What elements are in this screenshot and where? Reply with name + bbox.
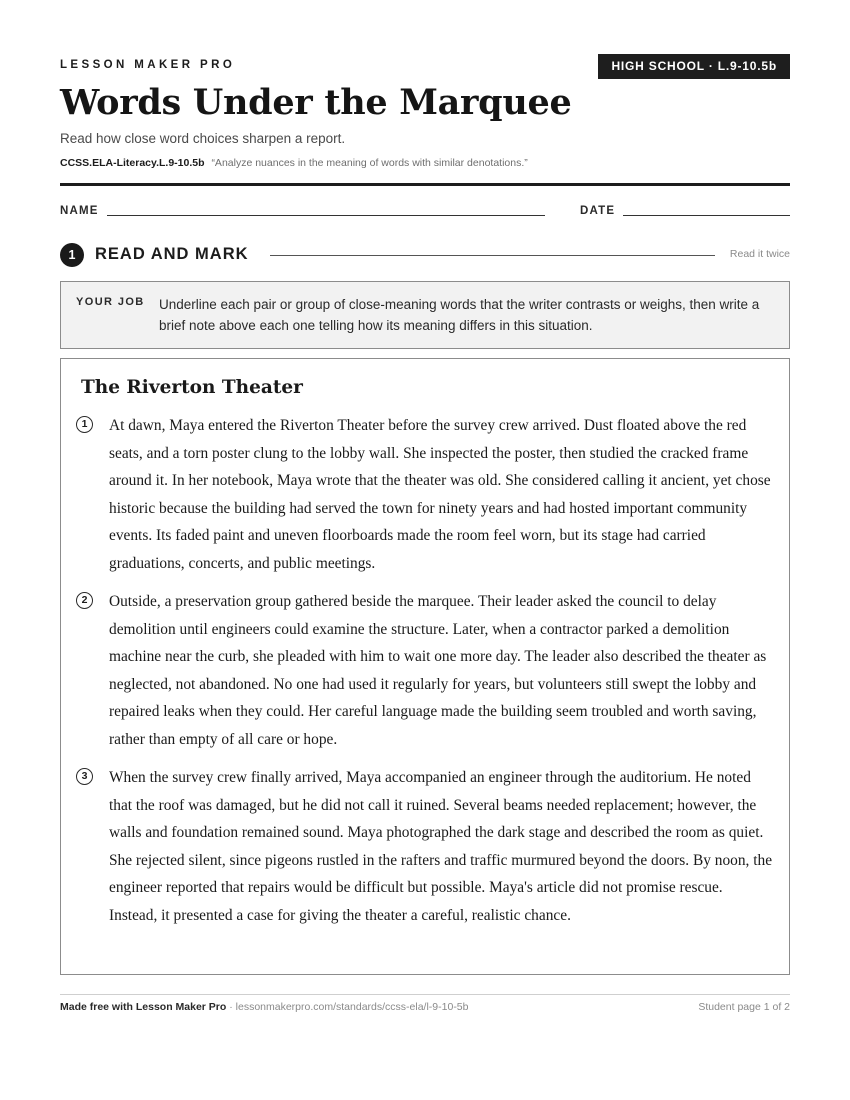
section-divider [270, 255, 715, 256]
paragraph-number: 3 [76, 768, 93, 785]
paragraph-number: 1 [76, 416, 93, 433]
section-title: READ AND MARK [95, 245, 249, 263]
instructions-text: Underline each pair or group of close-meaning words that the writer contrasts or weighs, then write a brief note above each one telling how its meaning differs in this situation. [159, 297, 760, 333]
paragraph-text: At dawn, Maya entered the Riverton Theater before the survey crew arrived. Dust floated above the red seats, and a torn poster clung to the lobby wall. She inspected the poster, then studied the cracked frame around it. In her notebook, Maya wrote that the theater was old. She considered calling it ancient, yet chose historic because the building had served the town for ninety years and had hosted important community events. Its faded paint and uneven floorboards made the room feel worn, but its stage had carried graduations, concerts, and public meetings. [109, 417, 771, 572]
paragraph-text: Outside, a preservation group gathered beside the marquee. Their leader asked the council to delay demolition until engineers could examine the structure. Later, when a contractor parked a demolition machine near the curb, she pleaded with him to wait one more day. The leader also described the theater as neglected, not abandoned. No one had used it regularly for years, but volunteers still swept the lobby and repaired leaks when they could. Her careful language made the building seem troubled and worth saving, rather than empty of all care or hope. [109, 593, 767, 748]
footer-brand: Made free with Lesson Maker Pro [60, 1001, 227, 1013]
page-title: Words Under the Marquee [60, 82, 572, 123]
passage-box [60, 358, 790, 975]
paragraph-number: 2 [76, 592, 93, 609]
passage-title: The Riverton Theater [81, 377, 303, 398]
header-divider [60, 183, 790, 186]
brand-name: LESSON MAKER PRO [60, 59, 236, 71]
worksheet-page [60, 0, 790, 1100]
standard-code: CCSS.ELA-Literacy.L.9-10.5b [60, 157, 205, 169]
footer-credit [60, 1001, 469, 1013]
section-hint: Read it twice [729, 248, 790, 260]
name-label: NAME [60, 205, 99, 217]
instructions-label: YOUR JOB [76, 296, 145, 308]
footer-page-number: Student page 1 of 2 [698, 1001, 790, 1013]
section-number-badge: 1 [60, 243, 84, 267]
paragraph-text: When the survey crew finally arrived, Maya accompanied an engineer through the auditorium. He noted that the roof was damaged, but he did not call it ruined. Several beams needed replacement; however, the walls and foundation remained sound. Maya photographed the dark stage and described the room as quiet. She rejected silent, since pigeons rustled in the rafters and traffic murmured beyond the doors. By noon, the engineer reported that repairs would be difficult but possible. Maya's article did not promise rescue. Instead, it presented a case for giving the theater a careful, realistic chance. [109, 769, 773, 924]
name-field-line[interactable] [107, 215, 545, 216]
page-subtitle: Read how close word choices sharpen a report. [60, 131, 346, 146]
footer-url[interactable]: · lessonmakerpro.com/standards/ccss-ela/l-9-10-5b [226, 1001, 469, 1013]
standard-quote: “Analyze nuances in the meaning of words with similar denotations.” [211, 157, 528, 169]
footer-divider [60, 994, 790, 995]
date-label: DATE [580, 205, 616, 217]
instructions-box [60, 281, 790, 349]
standard-line [60, 157, 528, 169]
grade-badge: HIGH SCHOOL · L.9-10.5b [598, 54, 790, 79]
date-field-line[interactable] [623, 215, 790, 216]
